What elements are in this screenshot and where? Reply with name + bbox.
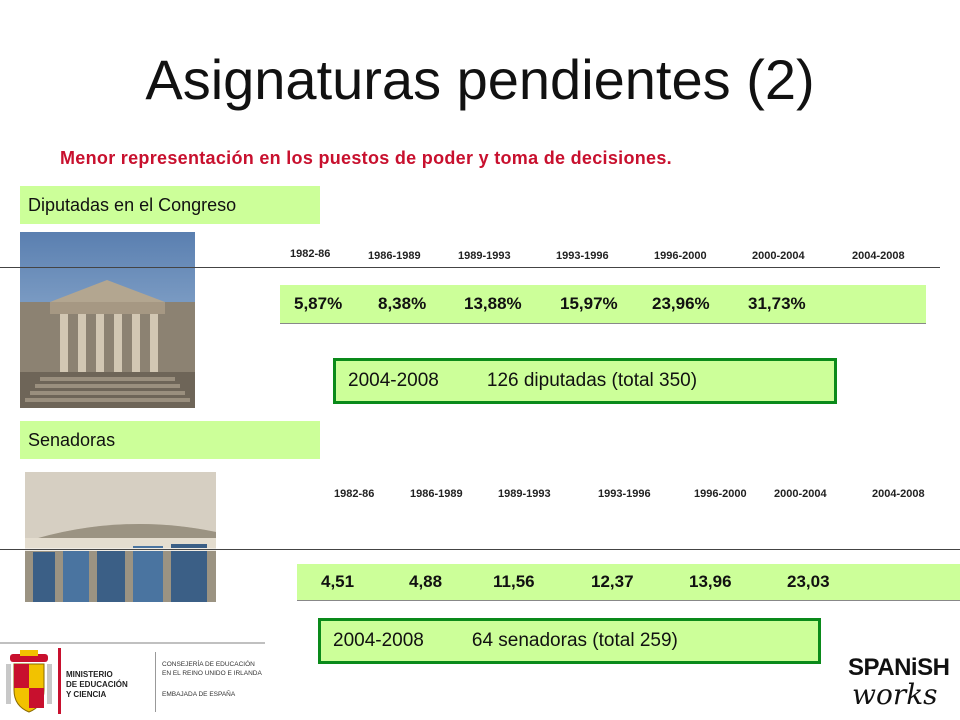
- value-cell: 4,51: [321, 572, 355, 591]
- period-label: 1982-86: [290, 248, 331, 260]
- summary-period: 2004-2008: [348, 370, 439, 391]
- congreso-label: Diputadas en el Congreso: [20, 186, 320, 224]
- value-cell: 23,96%: [652, 294, 710, 313]
- logo-divider: [155, 652, 156, 712]
- senado-photo: [25, 472, 216, 602]
- senado-divider: [0, 549, 960, 550]
- period-label: 2000-2004: [774, 488, 827, 500]
- brand-bottom: works: [852, 678, 938, 711]
- value-cell: 23,03: [787, 572, 830, 591]
- summary-text: 64 senadoras (total 259): [471, 630, 678, 651]
- value-cell: 13,88%: [464, 294, 522, 313]
- summary-period: 2004-2008: [333, 630, 424, 651]
- value-cell: 8,38%: [378, 294, 427, 313]
- value-cell: 11,56: [493, 572, 535, 591]
- period-label: 2004-2008: [872, 488, 925, 500]
- summary-text: 126 diputadas (total 350): [486, 370, 698, 391]
- logo-top-rule: [0, 642, 265, 644]
- spanish-works-logo: [848, 655, 954, 715]
- value-cell: 31,73%: [748, 294, 806, 313]
- value-cell: 5,87%: [294, 294, 343, 313]
- coat-of-arms-icon: [6, 650, 52, 714]
- period-label: 1986-1989: [410, 488, 463, 500]
- consejeria-text: CONSEJERÍA DE EDUCACIÓN EN EL REINO UNIDO E IRLANDA EMBAJADA DE ESPAÑA: [162, 661, 262, 698]
- period-label: 2000-2004: [752, 250, 805, 262]
- logo-red-bar: [58, 648, 61, 714]
- congreso-values-row: [280, 285, 926, 324]
- value-cell: 15,97%: [560, 294, 618, 313]
- period-label: 1982-86: [334, 488, 375, 500]
- period-label: 2004-2008: [852, 250, 905, 262]
- ministry-text: MINISTERIO DE EDUCACIÓN Y CIENCIA: [66, 670, 128, 699]
- senado-summary-box: [318, 618, 821, 664]
- page-subtitle: Menor representación en los puestos de poder y toma de decisiones.: [60, 148, 672, 168]
- brand-top: SPANiSH: [848, 654, 950, 681]
- period-label: 1989-1993: [498, 488, 551, 500]
- value-cell: 12,37: [591, 572, 634, 591]
- period-label: 1996-2000: [694, 488, 747, 500]
- page-title: Asignaturas pendientes (2): [145, 48, 815, 111]
- value-cell: 4,88: [409, 572, 443, 591]
- period-label: 1996-2000: [654, 250, 707, 262]
- period-label: 1993-1996: [556, 250, 609, 262]
- period-label: 1989-1993: [458, 250, 511, 262]
- senado-values-row: [297, 564, 960, 601]
- period-label: 1986-1989: [368, 250, 421, 262]
- period-label: 1993-1996: [598, 488, 651, 500]
- congreso-photo: [20, 232, 195, 408]
- congreso-summary-box: [333, 358, 837, 404]
- ministry-logo: [0, 642, 265, 720]
- congreso-divider: [0, 267, 940, 268]
- value-cell: 13,96: [689, 572, 732, 591]
- senado-label: Senadoras: [20, 421, 320, 459]
